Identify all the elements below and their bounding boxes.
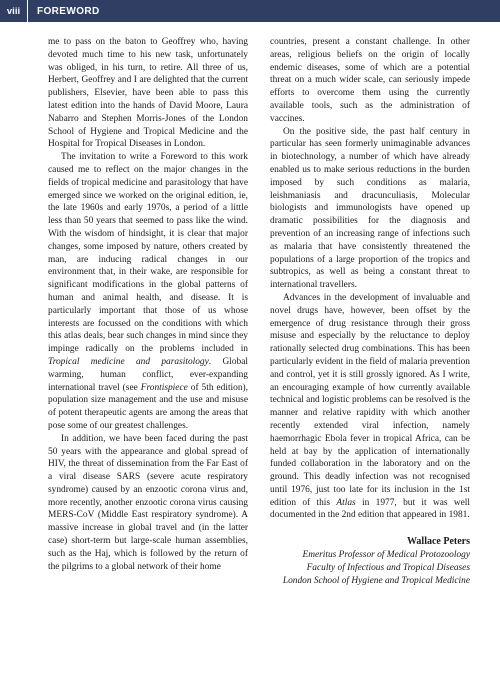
paragraph: countries, present a constant challenge. In other areas, religious beliefs on the origin of locally endemic diseases, some of which are a potential threat on a much wider scale, can seriously impede efforts to overcome them using the currently available tools, such as the administration of vaccines. (270, 37, 470, 124)
author-title: Emeritus Professor of Medical Protozoology (302, 550, 470, 561)
author-name: Wallace Peters (406, 536, 470, 548)
paragraph: In addition, we have been faced during the past 50 years with the appearance and global spread of HIV, the threat of dissemination from the Far East of a viral disease SARS (severe acute respiratory syndrome) caused by an enzootic corona virus and, more recently, another enzootic corona virus causing MERS-CoV (Middle East respiratory syndrome). A massive increase in global travel and (in the latter case) short-term but large-scale human assemblies, such as the Haj, which is followed by the return of the pilgrims to a global network of their home (48, 433, 248, 572)
paragraph: Advances in the development of invaluable and novel drugs have, however, been offset by the emergence of drug resistance through their gross misuse and especially by the reluctance to deploy rationally selected drug combinations. This has been particularly evident in the field of malaria prevention and control, yet it is still grossly ignored. As I write, an encouraging example of how currently available technical and logistic problems can be resolved is the manner and relative rapidity with which another recently extended viral infection, namely haemorrhagic Ebola fever in tropical Africa, can be held at bay by the application of internationally funded collaboration in the laboratory and on the ground. This deadly infection was not recognised until 1976, just too late for its inclusion in the 1st edition of this Atlas in 1977, but it was well documented in the 2nd edition that appeared in 1981. (270, 292, 470, 521)
author-faculty: Faculty of Infectious and Tropical Diseases (306, 563, 470, 574)
paragraph: me to pass on the baton to Geoffrey who, having devoted much time to his new task, unfortunately was obliged, in his turn, to retire. All three of us, Herbert, Geoffrey and I are delighted that the current publishers, Elsevier, have been able to pass this latest edition into the hands of David Moore, Laura Nabarro and Stephen Morris-Jones of the London School of Hygiene and Tropical Medicine and the Hospital for Tropical Diseases in London. (48, 37, 248, 150)
running-header (0, 0, 500, 22)
running-head-title: FOREWORD (37, 5, 100, 17)
page-number: viii (0, 0, 28, 22)
paragraph: The invitation to write a Foreword to this work caused me to reflect on the major changes in the fields of tropical medicine and parasitology that have emerged since we worked on the original edition, ie, the late 1960s and early 1970s, a period of a little less than 50 years that seemed to pass like the wind. With the wisdom of hindsight, it is clear that major changes, some imposed by nature, others created by man, are inducing radical changes in our environment that, in their wake, are responsible for significant modifications in the global patterns of human and animal health, and disease. It is particularly important that those of us whose interests are focussed on the conditions with which this atlas deals, bear such changes in mind since they impinge radically on the problems included in Tropical medicine and parasitology. Global warming, human conflict, ever-expanding international travel (see Frontispiece of 5th edition), population size management and the use and misuse of potent therapeutic agents are among the areas that pose some of our greatest challenges. (48, 152, 248, 431)
text-columns (48, 36, 470, 588)
paragraph: On the positive side, the past half century in particular has seen formerly unimaginable advances in biotechnology, a number of which have already enabled us to make serious reductions in the burden imposed by such conditions as malaria, leishmaniasis and dracunculiasis, Molecular biologists and immunologists have opened up dramatic possibilities for the diagnosis and prevention of an increasing range of infections such as malaria that have consistently threatened the populations of a large proportion of the tropics and subtropics, as well as being a constant threat to international travellers. (270, 126, 470, 291)
left-column (48, 36, 248, 588)
signature-block (270, 535, 470, 587)
author-institution: London School of Hygiene and Tropical Medicine (282, 575, 470, 586)
right-column (270, 36, 470, 588)
